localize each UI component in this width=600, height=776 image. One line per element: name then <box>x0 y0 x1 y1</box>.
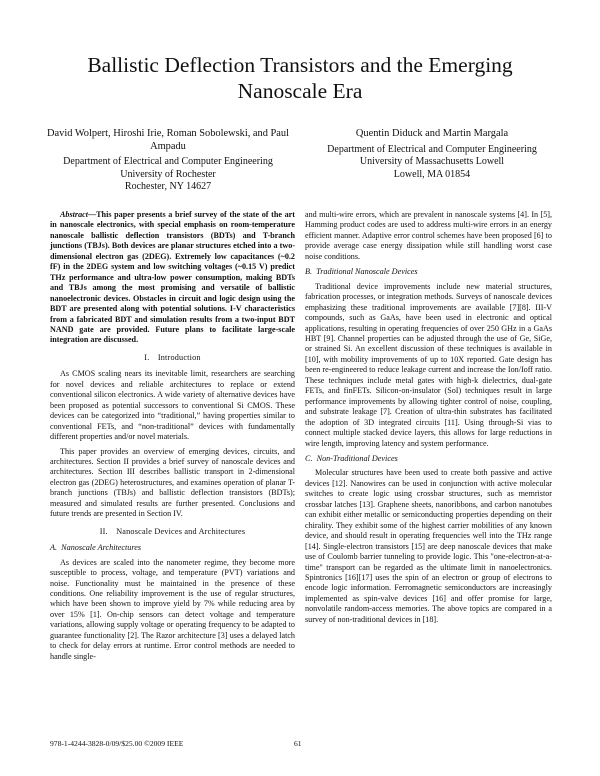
paragraph: Traditional device improvements include new material structures, fabrication processes, or integration methods. Surveys of nanoscale devices emphasizing these traditional improvements are available [7][8]. III-V compounds, such as GaAs, have been used in electronic and optical applications, resulting in operating frequencies of over 250 GHz in a GaAs HBT [9]. Channel properties can be adjusted through the use of Ge, SiGe, or strained Si. An excellent discussion of these techniques is available in [10], with mobility improvements of up to 10X reported. Gate design has been re-engineered to reduce leakage current and increase the Ion/Ioff ratio. These techniques include metal gates with high-k dielectrics, dual-gate FETs, and finFETs. Silicon-on-insulator (SoI) techniques result in large performance improvements by allowing tighter control of noise, coupling, and substrate leakage [7]. Creation of ultra-thin substrates has facilitated the adoption of 3D integrated circuits [11]. Using through-Si vias to connect multiple stacked device layers, this allows for large reductions in wire length, improving latency and system performance. <box>305 281 552 448</box>
paragraph: As CMOS scaling nears its inevitable limit, researchers are searching for novel devices and reliable architectures to replace or extend conventional silicon electronics. A wide variety of alternative devices have been proposed as potential successors to conventional Si CMOS. These devices can be categorized into “traditional,” having properties similar to conventional FETs, and “non-traditional” devices with fundamentally different properties and/or novel materials. <box>50 369 295 442</box>
section-heading-nanoscale-devices: II. Nanoscale Devices and Architectures <box>99 526 246 536</box>
author-block-rochester <box>44 128 292 194</box>
affiliation-university: University of Massachusetts Lowell <box>359 156 505 167</box>
abstract <box>50 210 295 346</box>
author-block-lowell <box>308 128 556 181</box>
paragraph: and multi-wire errors, which are prevalent in nanoscale systems [4]. In [5], Hamming product codes are used to address multi-wire errors in an energy efficient manner. Adaptive error control schemes have been proposed [6] to provide average case energy dissipation while still handling worst case noise conditions. <box>305 210 552 261</box>
affiliation-department: Department of Electrical and Computer Engineering <box>327 143 537 155</box>
subsection-heading-architectures: A. Nanoscale Architectures <box>50 543 142 553</box>
paragraph: Molecular structures have been used to create both passive and active devices [12]. Nanowires can be used in conjunction with active molecular switches to create logic using crossbar structures, such as memristor crossbar latches [13]. Graphene sheets, nanoribbons, and carbon nanotubes can exhibit either metallic or semiconducting properties depending on their chirality. They exhibit some of the highest carrier mobilities of any known device, and should result in operating frequencies well into the THz range [14]. Single-electron transistors [15] are deep nanoscale devices that make use of Coulomb barrier tunneling to provide logic. This "one-electron-at-a-time" transport can be regarded as the ultimate limit in nanoelectronics. Spintronics [16][17] uses the spin of an electron or group of electrons to encode logic information. Ferromagnetic semiconductors are increasingly implemented as spin-valve devices [16] and offer promise for large, nonvolatile random-access memories. The above topics are compared in a survey of non-traditional devices in [18]. <box>305 468 552 624</box>
author-names: David Wolpert, Hiroshi Irie, Roman Sobolewski, and Paul Ampadu <box>47 128 289 152</box>
subsection-heading-non-traditional: C. Non-Traditional Devices <box>305 453 398 463</box>
paragraph: This paper provides an overview of emerging devices, circuits, and architectures. Section II provides a brief survey of nanoscale devices and architectures. Section III describes ballistic transport in 2-dimensional electron gas (2DEG) heterostructures, and examines operation of planar T-branch junctions (TBJs) and ballistic deflection transistors (BDTs); measured and simulated results are further presented. Conclusions and future trends are presented in Section IV. <box>50 446 295 519</box>
right-column <box>305 210 552 625</box>
affiliation-department: Department of Electrical and Computer Engineering <box>63 156 273 167</box>
affiliation-university: University of Rochester <box>120 168 216 180</box>
abstract-label: Abstract <box>60 210 88 219</box>
paper-title: Ballistic Deflection Transistors and the Emerging Nanoscale Era <box>87 53 513 103</box>
page-number: 61 <box>294 739 302 748</box>
left-column <box>50 210 295 662</box>
affiliation-location: Rochester, NY 14627 <box>124 181 212 192</box>
paragraph: As devices are scaled into the nanometer regime, they become more susceptible to process, voltage, and temperature (PVT) variations and noise. Functionality must be maintained in the presence of these conditions. One reliability improvement is the use of regular structures, which have been shown to improve yield by 7% while reducing area by over 15% [1]. On-chip sensors can detect voltage and temperature variations, allowing supply voltage or operating frequency to be adapted to guarantee functionality [2]. The Razor architecture [3] uses a delayed latch to check for delay errors at runtime. Error control methods are needed to handle single- <box>50 557 295 661</box>
author-names: Quentin Diduck and Martin Margala <box>355 128 509 139</box>
abstract-text: —This paper presents a brief survey of the state of the art in nanoscale electronics, with special emphasis on room-temperature nanoscale ballistic deflection transistors (BDTs) and T-branch junctions (TBJs). Both devices are planar structures etched into a two-dimensional electron gas (2DEG). Extremely low capacitances (~0.2 fF) in the 2DEG system and low switching voltages (~0.15 V) predict THz performance and ultra-low power consumption, making BDTs and TBJs among the most promising and versatile of ballistic nanoelectronic devices. Obstacles in circuit and logic design using the BDT are presented along with potential solutions. I-V characteristics from a fabricated BDT and simulation results from a two-input BDT NAND gate are provided. Future plans to facilitate large-scale integration are discussed. <box>50 210 295 345</box>
subsection-heading-traditional: B. Traditional Nanoscale Devices <box>305 267 418 277</box>
affiliation-location: Lowell, MA 01854 <box>393 168 471 180</box>
footer-copyright: 978-1-4244-3828-0/09/$25.00 ©2009 IEEE <box>50 739 184 748</box>
section-heading-introduction: I. Introduction <box>144 352 201 362</box>
